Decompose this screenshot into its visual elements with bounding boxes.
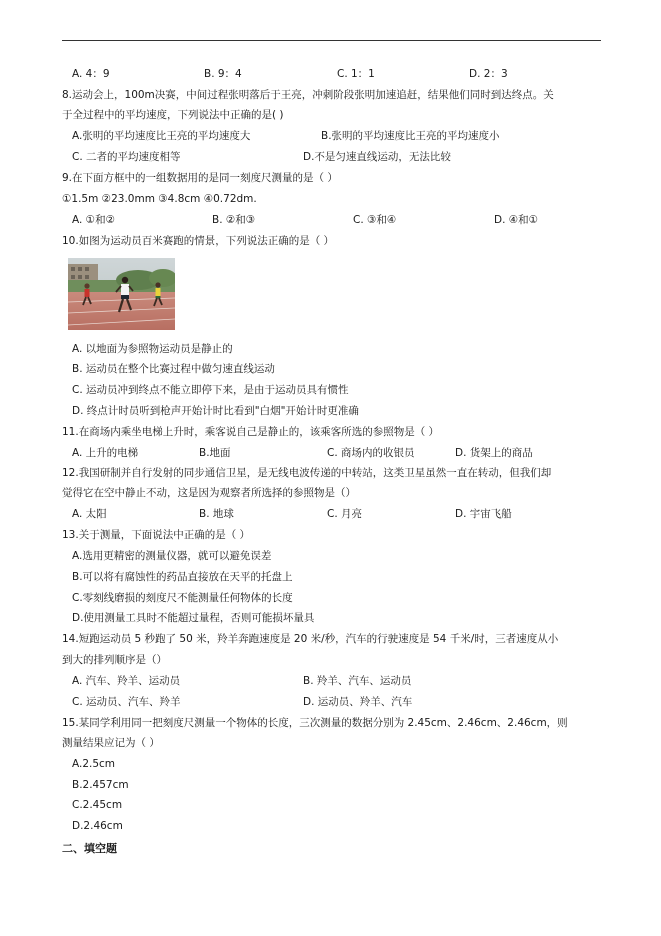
q13-option-d: D.使用测量工具时不能超过量程，否则可能损坏量具 [72, 612, 315, 624]
q11-option-a: A. 上升的电梯 [72, 447, 139, 459]
q11-option-b: B.地面 [199, 447, 231, 459]
q15-option-c: C.2.45cm [72, 799, 123, 811]
q13-stem: 13.关于测量，下面说法中正确的是（ ） [62, 529, 251, 541]
q8-option-a: A.张明的平均速度比王亮的平均速度大 [72, 130, 251, 142]
q10-option-c: C. 运动员冲到终点不能立即停下来，是由于运动员具有惯性 [72, 384, 349, 396]
q12-option-a: A. 太阳 [72, 508, 107, 520]
q8-option-b: B.张明的平均速度比王亮的平均速度小 [321, 130, 500, 142]
q13-option-a: A.选用更精密的测量仪器，就可以避免误差 [72, 550, 272, 562]
q7-option-a: A. 4：9 [72, 68, 110, 80]
q10-stem: 10.如图为运动员百米赛跑的情景，下列说法正确的是（ ） [62, 235, 335, 247]
q12-option-c: C. 月亮 [327, 508, 363, 520]
q8-option-d: D.不是匀速直线运动，无法比较 [303, 151, 451, 163]
q8-stem-line2: 于全过程中的平均速度，下列说法中正确的是( ) [62, 109, 284, 121]
section-heading-fill-in: 二、填空题 [62, 842, 117, 855]
q15-stem-line1: 15.某同学利用同一把刻度尺测量一个物体的长度，三次测量的数据分别为 2.45cm、2.46cm、2.46cm，则 [62, 717, 568, 729]
q15-option-b: B.2.457cm [72, 779, 129, 791]
q11-stem: 11.在商场内乘坐电梯上升时，乘客说自己是静止的，该乘客所选的参照物是（ ） [62, 426, 440, 438]
q12-stem-line1: 12.我国研制并自行发射的同步通信卫星，是无线电波传递的中转站，这类卫星虽然一直在转动，但我们却 [62, 467, 552, 479]
q9-option-b: B. ②和③ [212, 214, 256, 226]
sprint-race-photo [68, 258, 175, 330]
header-rule [62, 40, 601, 41]
q9-option-c: C. ③和④ [353, 214, 397, 226]
q13-option-c: C.零刻线磨损的刻度尺不能测量任何物体的长度 [72, 592, 293, 604]
q11-option-c: C. 商场内的收银员 [327, 447, 415, 459]
q10-option-a: A. 以地面为参照物运动员是静止的 [72, 343, 233, 355]
q15-option-a: A.2.5cm [72, 758, 116, 770]
q9-data: ①1.5m ②23.0mm ③4.8cm ④0.72dm. [62, 193, 257, 205]
q14-option-d: D. 运动员、羚羊、汽车 [303, 696, 413, 708]
q10-option-b: B. 运动员在整个比赛过程中做匀速直线运动 [72, 363, 275, 375]
q12-stem-line2: 觉得它在空中静止不动，这是因为观察者所选择的参照物是（） [62, 487, 356, 499]
q14-option-c: C. 运动员、汽车、羚羊 [72, 696, 181, 708]
q8-stem-line1: 8.运动会上，100m决赛，中间过程张明落后于王亮，冲刺阶段张明加速追赶，结果他们同时到达终点。关 [62, 89, 554, 101]
q14-stem-line1: 14.短跑运动员 5 秒跑了 50 米，羚羊奔跑速度是 20 米/秒，汽车的行驶速度是 54 千米/时，三者速度从小 [62, 633, 559, 645]
q8-option-c: C. 二者的平均速度相等 [72, 151, 181, 163]
q9-option-d: D. ④和① [494, 214, 539, 226]
q11-option-d: D. 货架上的商品 [455, 447, 533, 459]
q15-option-d: D.2.46cm [72, 820, 123, 832]
q14-option-a: A. 汽车、羚羊、运动员 [72, 675, 181, 687]
q9-stem: 9.在下面方框中的一组数据用的是同一刻度尺测量的是（ ） [62, 172, 338, 184]
q14-stem-line2: 到大的排列顺序是（） [62, 654, 167, 666]
q7-option-b: B. 9：4 [204, 68, 242, 80]
q9-option-a: A. ①和② [72, 214, 115, 226]
q12-option-b: B. 地球 [199, 508, 234, 520]
q10-option-d: D. 终点计时员听到枪声开始计时比看到"白烟"开始计时更准确 [72, 405, 359, 417]
q14-option-b: B. 羚羊、汽车、运动员 [303, 675, 412, 687]
q13-option-b: B.可以将有腐蚀性的药品直接放在天平的托盘上 [72, 571, 293, 583]
q7-option-d: D. 2：3 [469, 68, 508, 80]
q7-option-c: C. 1：1 [337, 68, 375, 80]
q12-option-d: D. 宇宙飞船 [455, 508, 512, 520]
q15-stem-line2: 测量结果应记为（ ） [62, 737, 160, 749]
